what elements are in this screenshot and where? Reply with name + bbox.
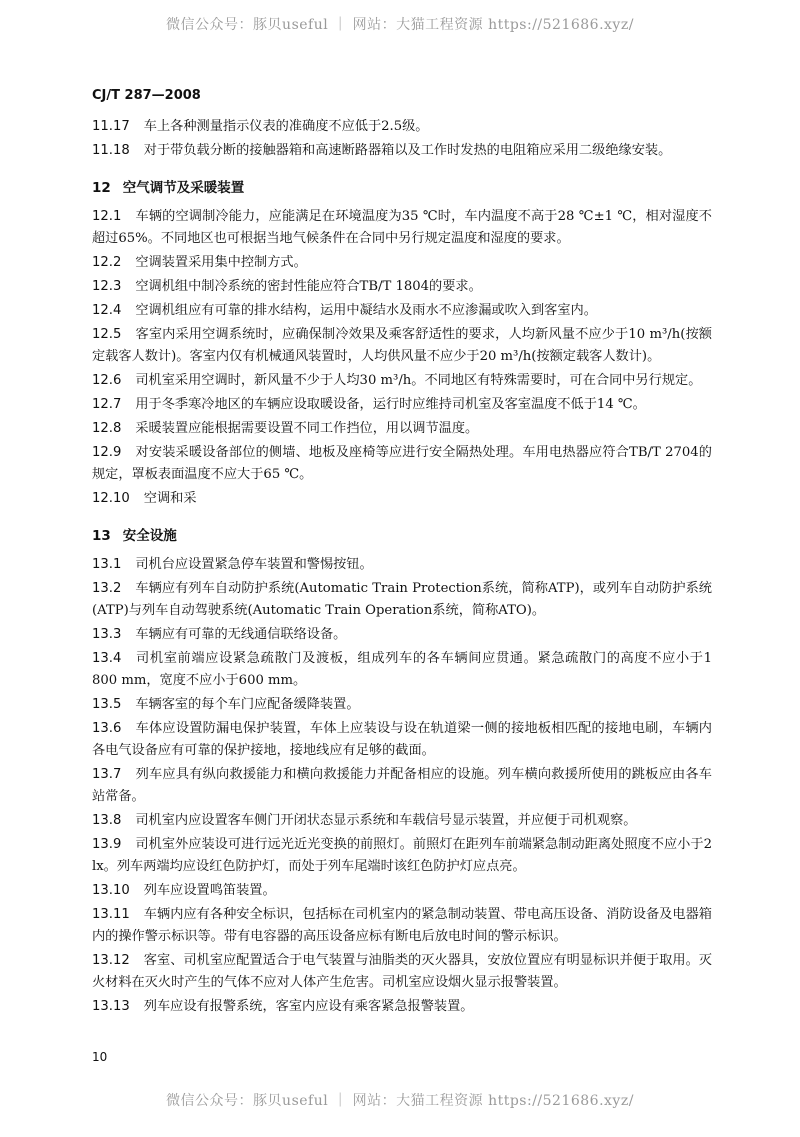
clause-paragraph — [92, 950, 712, 994]
clause-paragraph — [92, 140, 712, 162]
clause-text: 空气调节及采暖装置 — [122, 180, 245, 196]
clause-number: 12.8 — [92, 421, 122, 436]
clause-text: 车辆应有可靠的无线通信联络设备。 — [135, 627, 347, 642]
clause-text: 空调和采 — [143, 491, 197, 506]
clause-number: 12.1 — [92, 209, 122, 224]
clause-number: 13.3 — [92, 627, 122, 642]
clause-paragraph — [92, 648, 712, 692]
watermark-top: 微信公众号：豚贝useful ｜ 网站：大猫工程资源 https://521686.xyz/ — [166, 17, 634, 33]
clause-number: 12.2 — [92, 255, 122, 270]
clause-paragraph — [92, 996, 712, 1018]
clause-number: 13.1 — [92, 557, 122, 572]
clause-number: 11.17 — [92, 119, 130, 134]
clause-text: 司机室内应设置客车侧门开闭状态显示系统和车载信号显示装置，并应便于司机观察。 — [135, 813, 637, 828]
clause-text: 司机台应设置紧急停车装置和警惕按钮。 — [135, 557, 373, 572]
clause-text: 空调机组应有可靠的排水结构，运用中凝结水及雨水不应渗漏或吹入到客室内。 — [135, 303, 597, 318]
clause-text: 对于带负载分断的接触器箱和高速断路器箱以及工作时发热的电阻箱应采用二级绝缘安装。 — [143, 143, 672, 158]
clause-paragraph — [92, 370, 712, 392]
clause-text: 用于冬季寒冷地区的车辆应设取暖设备，运行时应维持司机室及客室温度不低于14 ℃。 — [135, 397, 646, 412]
clause-number: 12.3 — [92, 279, 122, 294]
clause-number: 13.13 — [92, 999, 130, 1014]
clause-paragraph — [92, 276, 712, 298]
clause-text: 空调装置采用集中控制方式。 — [135, 255, 307, 270]
clause-text: 车辆客室的每个车门应配备缓降装置。 — [135, 697, 360, 712]
clause-text: 车辆的空调制冷能力，应能满足在环境温度为35 ℃时，车内温度不高于28 ℃±1 ℃，相对湿度不超过65%。不同地区也可根据当地气候条件在合同中另行规定温度和湿度的要求。 — [92, 209, 712, 246]
clause-text: 司机室外应装设可进行远光近光变换的前照灯。前照灯在距列车前端紧急制动距离处照度不应小于2 lx。列车两端均应设红色防护灯，而处于列车尾端时该红色防护灯应点亮。 — [92, 837, 712, 874]
clause-number: 13.11 — [92, 907, 130, 922]
clause-paragraph — [92, 834, 712, 878]
clause-number: 12.7 — [92, 397, 122, 412]
clause-text: 车体应设置防漏电保护装置，车体上应装设与设在轨道梁一侧的接地板相匹配的接地电刷，车辆内各电气设备应有可靠的保护接地，接地线应有足够的截面。 — [92, 721, 712, 758]
clause-number: 12.9 — [92, 445, 122, 460]
clause-paragraph — [92, 206, 712, 250]
clause-paragraph — [92, 394, 712, 416]
clause-paragraph — [92, 810, 712, 832]
clause-number: 13.9 — [92, 837, 122, 852]
clause-text: 司机室前端应设紧急疏散门及渡板，组成列车的各车辆间应贯通。紧急疏散门的高度不应小于1 800 mm，宽度不应小于600 mm。 — [92, 651, 712, 688]
clause-paragraph — [92, 694, 712, 716]
clause-number: 12 — [92, 180, 111, 196]
watermark-bottom: 微信公众号：豚贝useful ｜ 网站：大猫工程资源 https://521686.xyz/ — [166, 1093, 634, 1109]
clause-number: 13.7 — [92, 767, 122, 782]
section-heading — [92, 524, 712, 544]
clause-text: 安全设施 — [122, 528, 177, 544]
clause-paragraph — [92, 116, 712, 138]
clause-paragraph — [92, 442, 712, 486]
clause-paragraph — [92, 904, 712, 948]
clause-number: 12.10 — [92, 491, 130, 506]
clause-text: 车辆应有列车自动防护系统(Automatic Train Protection系统，简称ATP)，或列车自动防护系统(ATP)与列车自动驾驶系统(Automatic Train Operation系统，简称ATO)。 — [92, 581, 712, 618]
section-heading — [92, 176, 712, 196]
document-body — [92, 116, 712, 1020]
clause-number: 12.4 — [92, 303, 122, 318]
clause-text: 车辆内应有各种安全标识，包括标在司机室内的紧急制动装置、带电高压设备、消防设备及电器箱内的操作警示标识等。带有电容器的高压设备应标有断电后放电时间的警示标识。 — [92, 907, 712, 944]
document-code: CJ/T 287—2008 — [92, 88, 201, 103]
clause-text: 空调机组中制冷系统的密封性能应符合TB/T 1804的要求。 — [135, 279, 482, 294]
clause-text: 车上各种测量指示仪表的准确度不应低于2.5级。 — [143, 119, 429, 134]
clause-text: 客室内采用空调系统时，应确保制冷效果及乘客舒适性的要求，人均新风量不应少于10 m³/h(按额定载客人数计)。客室内仅有机械通风装置时，人均供风量不应少于20 m³/h(按额定载客人数计)。 — [92, 327, 712, 364]
clause-number: 11.18 — [92, 143, 130, 158]
clause-text: 列车应具有纵向救援能力和横向救援能力并配备相应的设施。列车横向救援所使用的跳板应由各车站常备。 — [92, 767, 712, 804]
clause-text: 列车应设有报警系统，客室内应设有乘客紧急报警装置。 — [143, 999, 474, 1014]
clause-text: 对安装采暖设备部位的侧墙、地板及座椅等应进行安全隔热处理。车用电热器应符合TB/T 2704的规定，罩板表面温度不应大于65 ℃。 — [92, 445, 712, 482]
clause-number: 13.2 — [92, 581, 122, 596]
clause-number: 13.6 — [92, 721, 122, 736]
clause-text: 客室、司机室应配置适合于电气装置与油脂类的灭火器具，安放位置应有明显标识并便于取用。灭火材料在灭火时产生的气体不应对人体产生危害。司机室应设烟火显示报警装置。 — [92, 953, 712, 990]
clause-number: 13.8 — [92, 813, 122, 828]
clause-number: 12.6 — [92, 373, 122, 388]
clause-paragraph — [92, 718, 712, 762]
clause-paragraph — [92, 324, 712, 368]
clause-paragraph — [92, 624, 712, 646]
clause-text: 采暖装置应能根据需要设置不同工作挡位，用以调节温度。 — [135, 421, 479, 436]
clause-number: 12.5 — [92, 327, 122, 342]
clause-text: 司机室采用空调时，新风量不少于人均30 m³/h。不同地区有特殊需要时，可在合同中另行规定。 — [135, 373, 702, 388]
clause-paragraph — [92, 764, 712, 808]
clause-paragraph — [92, 252, 712, 274]
clause-number: 13.4 — [92, 651, 122, 666]
clause-number: 13.10 — [92, 883, 130, 898]
clause-paragraph — [92, 554, 712, 576]
clause-text: 列车应设置鸣笛装置。 — [143, 883, 276, 898]
clause-paragraph — [92, 300, 712, 322]
page-number: 10 — [92, 1050, 108, 1064]
clause-paragraph — [92, 880, 712, 902]
clause-number: 13.12 — [92, 953, 130, 968]
clause-number: 13 — [92, 528, 111, 544]
clause-paragraph — [92, 418, 712, 440]
clause-paragraph — [92, 578, 712, 622]
clause-number: 13.5 — [92, 697, 122, 712]
clause-paragraph — [92, 488, 712, 510]
